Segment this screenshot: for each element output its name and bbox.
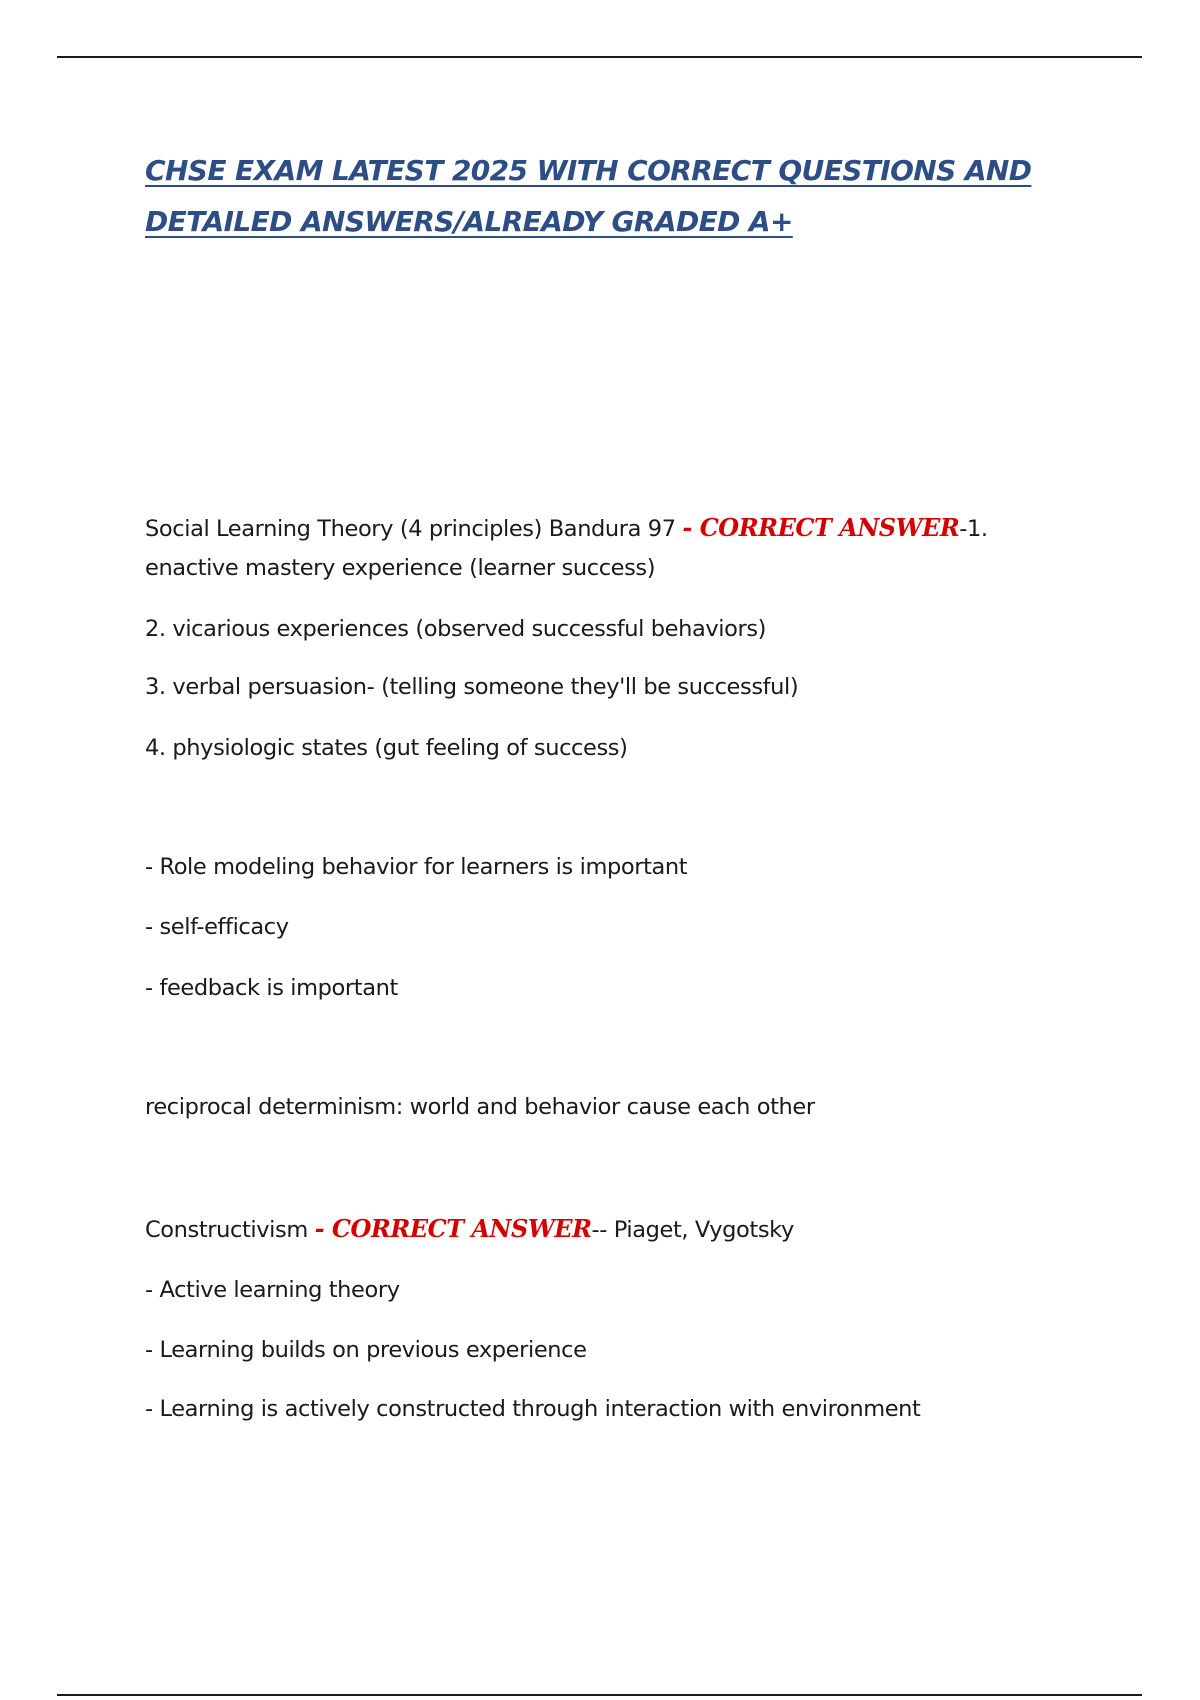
answer-1-item: 2. vicarious experiences (observed successful behaviors): [145, 616, 767, 642]
answer-1-bullet: - self-efficacy: [145, 914, 289, 940]
answer-1-bullet: - Role modeling behavior for learners is important: [145, 854, 688, 880]
top-divider: [57, 56, 1142, 58]
answer-2-bullet: - Learning is actively constructed through interaction with environment: [145, 1396, 921, 1422]
document-title: [145, 145, 1045, 247]
title-line-2: DETAILED ANSWERS/ALREADY GRADED A+: [145, 205, 793, 238]
answer-2-start: -- Piaget, Vygotsky: [591, 1217, 794, 1243]
answer-1-item: 3. verbal persuasion- (telling someone they'll be successful): [145, 674, 799, 700]
question-2-text: Constructivism: [145, 1217, 315, 1243]
question-1: [145, 513, 988, 544]
answer-1-line: enactive mastery experience (learner success): [145, 555, 656, 581]
question-2: [145, 1214, 794, 1245]
answer-2-bullet: - Learning builds on previous experience: [145, 1337, 587, 1363]
answer-1-bullet: - feedback is important: [145, 975, 398, 1001]
correct-answer-marker: - CORRECT ANSWER: [314, 1214, 592, 1243]
answer-1-item: 4. physiologic states (gut feeling of success): [145, 735, 628, 761]
question-1-text: Social Learning Theory (4 principles) Bandura 97: [145, 516, 683, 542]
title-line-1: CHSE EXAM LATEST 2025 WITH CORRECT QUESTIONS AND: [145, 154, 1032, 187]
answer-1-note: reciprocal determinism: world and behavior cause each other: [145, 1094, 815, 1120]
answer-1-start: -1.: [959, 516, 988, 542]
answer-2-bullet: - Active learning theory: [145, 1277, 400, 1303]
correct-answer-marker: - CORRECT ANSWER: [682, 513, 960, 542]
bottom-divider: [57, 1694, 1142, 1696]
